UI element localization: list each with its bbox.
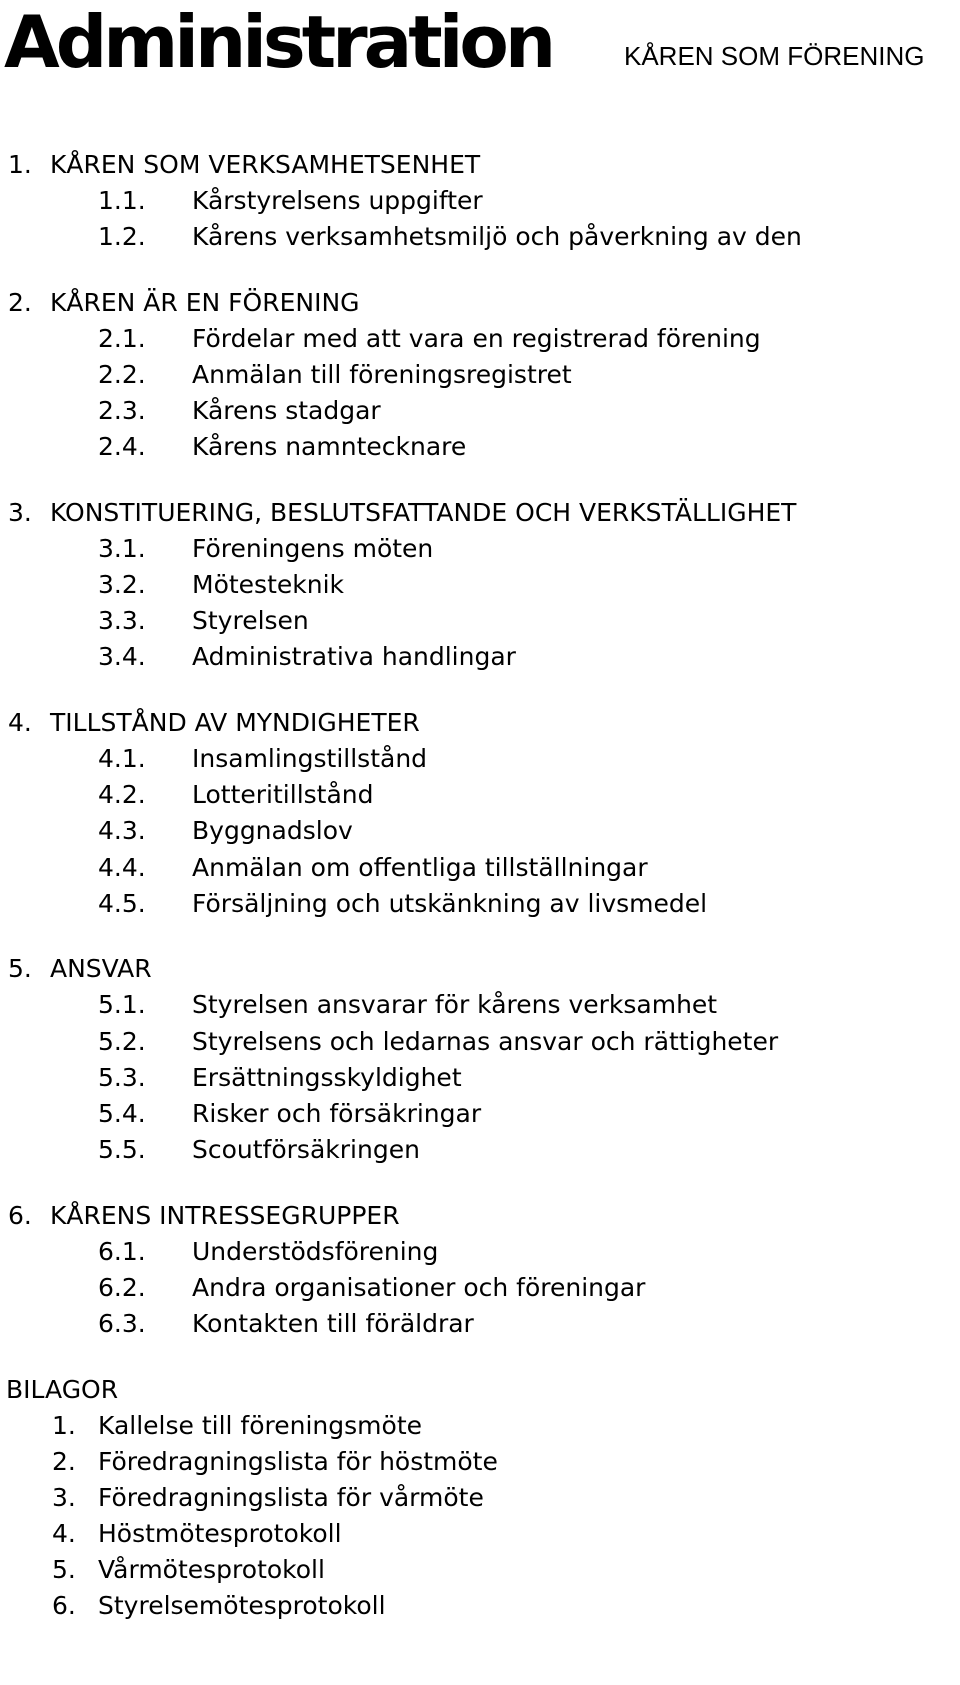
toc-entry-number: 2.3. bbox=[98, 396, 146, 425]
toc-entry-title: Insamlingstillstånd bbox=[192, 744, 428, 773]
toc-entry-number: 2.2. bbox=[98, 360, 146, 389]
toc-entry-title: Ersättningsskyldighet bbox=[192, 1063, 462, 1092]
toc-entry bbox=[0, 886, 960, 922]
toc-entry-title: Lotteritillstånd bbox=[192, 780, 374, 809]
toc-entry-number: 1.1. bbox=[98, 186, 146, 215]
appendix-entry-title: Höstmötesprotokoll bbox=[98, 1519, 342, 1548]
appendix-entry-number: 2. bbox=[52, 1447, 76, 1476]
section-heading-title: ANSVAR bbox=[50, 954, 152, 983]
section-heading bbox=[0, 1198, 960, 1234]
toc-entry-title: Kårens stadgar bbox=[192, 396, 381, 425]
toc-entry bbox=[0, 219, 960, 255]
toc-entry bbox=[0, 987, 960, 1023]
toc-entry-title: Byggnadslov bbox=[192, 816, 353, 845]
page-title: Administration bbox=[4, 0, 553, 84]
page-subtitle: KÅREN SOM FÖRENING bbox=[624, 41, 925, 71]
appendix-entry bbox=[0, 1408, 960, 1444]
toc-entry bbox=[0, 531, 960, 567]
section-heading bbox=[0, 705, 960, 741]
toc-entry-number: 4.4. bbox=[98, 853, 146, 882]
section-heading bbox=[0, 495, 960, 531]
toc-entry-number: 5.2. bbox=[98, 1027, 146, 1056]
section-heading-number: 3. bbox=[8, 498, 32, 527]
section-heading bbox=[0, 951, 960, 987]
section-heading-number: 4. bbox=[8, 708, 32, 737]
toc-entry-title: Kårens verksamhetsmiljö och påverkning av den bbox=[192, 222, 802, 251]
toc-entry-number: 2.4. bbox=[98, 432, 146, 461]
toc-entry-number: 4.3. bbox=[98, 816, 146, 845]
toc-entry-title: Mötesteknik bbox=[192, 570, 345, 599]
appendix-entry bbox=[0, 1516, 960, 1552]
toc-entry bbox=[0, 813, 960, 849]
toc-entry-title: Anmälan till föreningsregistret bbox=[192, 360, 572, 389]
appendix-entry bbox=[0, 1552, 960, 1588]
appendix-entry-number: 4. bbox=[52, 1519, 76, 1548]
toc-entry bbox=[0, 429, 960, 465]
section-heading-number: 2. bbox=[8, 288, 32, 317]
toc-entry-number: 6.1. bbox=[98, 1237, 146, 1266]
toc-entry-number: 6.3. bbox=[98, 1309, 146, 1338]
appendix-entry-number: 1. bbox=[52, 1411, 76, 1440]
section-heading bbox=[0, 285, 960, 321]
toc-entry bbox=[0, 183, 960, 219]
appendix-entry-title: Föredragningslista för höstmöte bbox=[98, 1447, 498, 1476]
toc-entry bbox=[0, 850, 960, 886]
appendices-heading-title: BILAGOR bbox=[6, 1375, 119, 1404]
toc-entry-title: Anmälan om offentliga tillställningar bbox=[192, 853, 648, 882]
toc-entry bbox=[0, 1234, 960, 1270]
toc-entry bbox=[0, 1096, 960, 1132]
section-heading-title: KÅREN ÄR EN FÖRENING bbox=[50, 288, 360, 317]
toc-entry-title: Försäljning och utskänkning av livsmedel bbox=[192, 889, 708, 918]
toc-entry-number: 5.1. bbox=[98, 990, 146, 1019]
section-heading-title: KÅRENS INTRESSEGRUPPER bbox=[50, 1201, 400, 1230]
toc-entry-number: 4.2. bbox=[98, 780, 146, 809]
section-heading-title: KONSTITUERING, BESLUTSFATTANDE OCH VERKSTÄLLIGHET bbox=[50, 498, 797, 527]
toc-entry-title: Kontakten till föräldrar bbox=[192, 1309, 474, 1338]
toc-entry-number: 4.1. bbox=[98, 744, 146, 773]
toc-entry-number: 3.2. bbox=[98, 570, 146, 599]
toc-entry bbox=[0, 603, 960, 639]
toc-entry bbox=[0, 1306, 960, 1342]
toc-entry bbox=[0, 1270, 960, 1306]
section-heading-number: 5. bbox=[8, 954, 32, 983]
toc-entry-title: Styrelsen ansvarar för kårens verksamhet bbox=[192, 990, 718, 1019]
toc-entry bbox=[0, 321, 960, 357]
appendix-entry-number: 6. bbox=[52, 1591, 76, 1620]
toc-entry-title: Scoutförsäkringen bbox=[192, 1135, 420, 1164]
section-heading-number: 1. bbox=[8, 150, 32, 179]
section-heading bbox=[0, 147, 960, 183]
toc-entry-number: 5.5. bbox=[98, 1135, 146, 1164]
toc-entry-title: Fördelar med att vara en registrerad förening bbox=[192, 324, 761, 353]
toc-entry-title: Andra organisationer och föreningar bbox=[192, 1273, 646, 1302]
appendices-heading bbox=[0, 1372, 960, 1408]
section-heading-title: KÅREN SOM VERKSAMHETSENHET bbox=[50, 150, 481, 179]
section-heading-number: 6. bbox=[8, 1201, 32, 1230]
toc-entry bbox=[0, 777, 960, 813]
appendix-entry-title: Föredragningslista för vårmöte bbox=[98, 1483, 484, 1512]
toc-entry-number: 3.4. bbox=[98, 642, 146, 671]
toc-entry-number: 5.3. bbox=[98, 1063, 146, 1092]
toc-entry-number: 6.2. bbox=[98, 1273, 146, 1302]
toc-entry bbox=[0, 357, 960, 393]
toc-entry-title: Styrelsen bbox=[192, 606, 309, 635]
appendix-entry bbox=[0, 1480, 960, 1516]
toc-entry-title: Styrelsens och ledarnas ansvar och rättigheter bbox=[192, 1027, 779, 1056]
toc-entry-title: Understödsförening bbox=[192, 1237, 439, 1266]
toc-entry-number: 2.1. bbox=[98, 324, 146, 353]
toc-entry bbox=[0, 741, 960, 777]
toc-entry-title: Kårstyrelsens uppgifter bbox=[192, 186, 483, 215]
toc-entry bbox=[0, 639, 960, 675]
appendix-entry-title: Kallelse till föreningsmöte bbox=[98, 1411, 422, 1440]
toc-entry-title: Administrativa handlingar bbox=[192, 642, 516, 671]
section-heading-title: TILLSTÅND AV MYNDIGHETER bbox=[50, 708, 420, 737]
toc-entry-number: 5.4. bbox=[98, 1099, 146, 1128]
appendix-entry bbox=[0, 1588, 960, 1624]
appendix-entry-title: Vårmötesprotokoll bbox=[98, 1555, 325, 1584]
toc-entry-number: 4.5. bbox=[98, 889, 146, 918]
toc-entry-number: 3.3. bbox=[98, 606, 146, 635]
toc-entry-number: 3.1. bbox=[98, 534, 146, 563]
toc-entry bbox=[0, 1060, 960, 1096]
appendix-entry-title: Styrelsemötesprotokoll bbox=[98, 1591, 386, 1620]
toc-entry bbox=[0, 393, 960, 429]
appendix-entry-number: 3. bbox=[52, 1483, 76, 1512]
toc-entry-number: 1.2. bbox=[98, 222, 146, 251]
toc-entry-title: Föreningens möten bbox=[192, 534, 434, 563]
toc-entry-title: Risker och försäkringar bbox=[192, 1099, 482, 1128]
appendix-entry-number: 5. bbox=[52, 1555, 76, 1584]
toc-entry bbox=[0, 1024, 960, 1060]
toc-entry-title: Kårens namntecknare bbox=[192, 432, 467, 461]
toc-entry bbox=[0, 567, 960, 603]
appendix-entry bbox=[0, 1444, 960, 1480]
toc-entry bbox=[0, 1132, 960, 1168]
